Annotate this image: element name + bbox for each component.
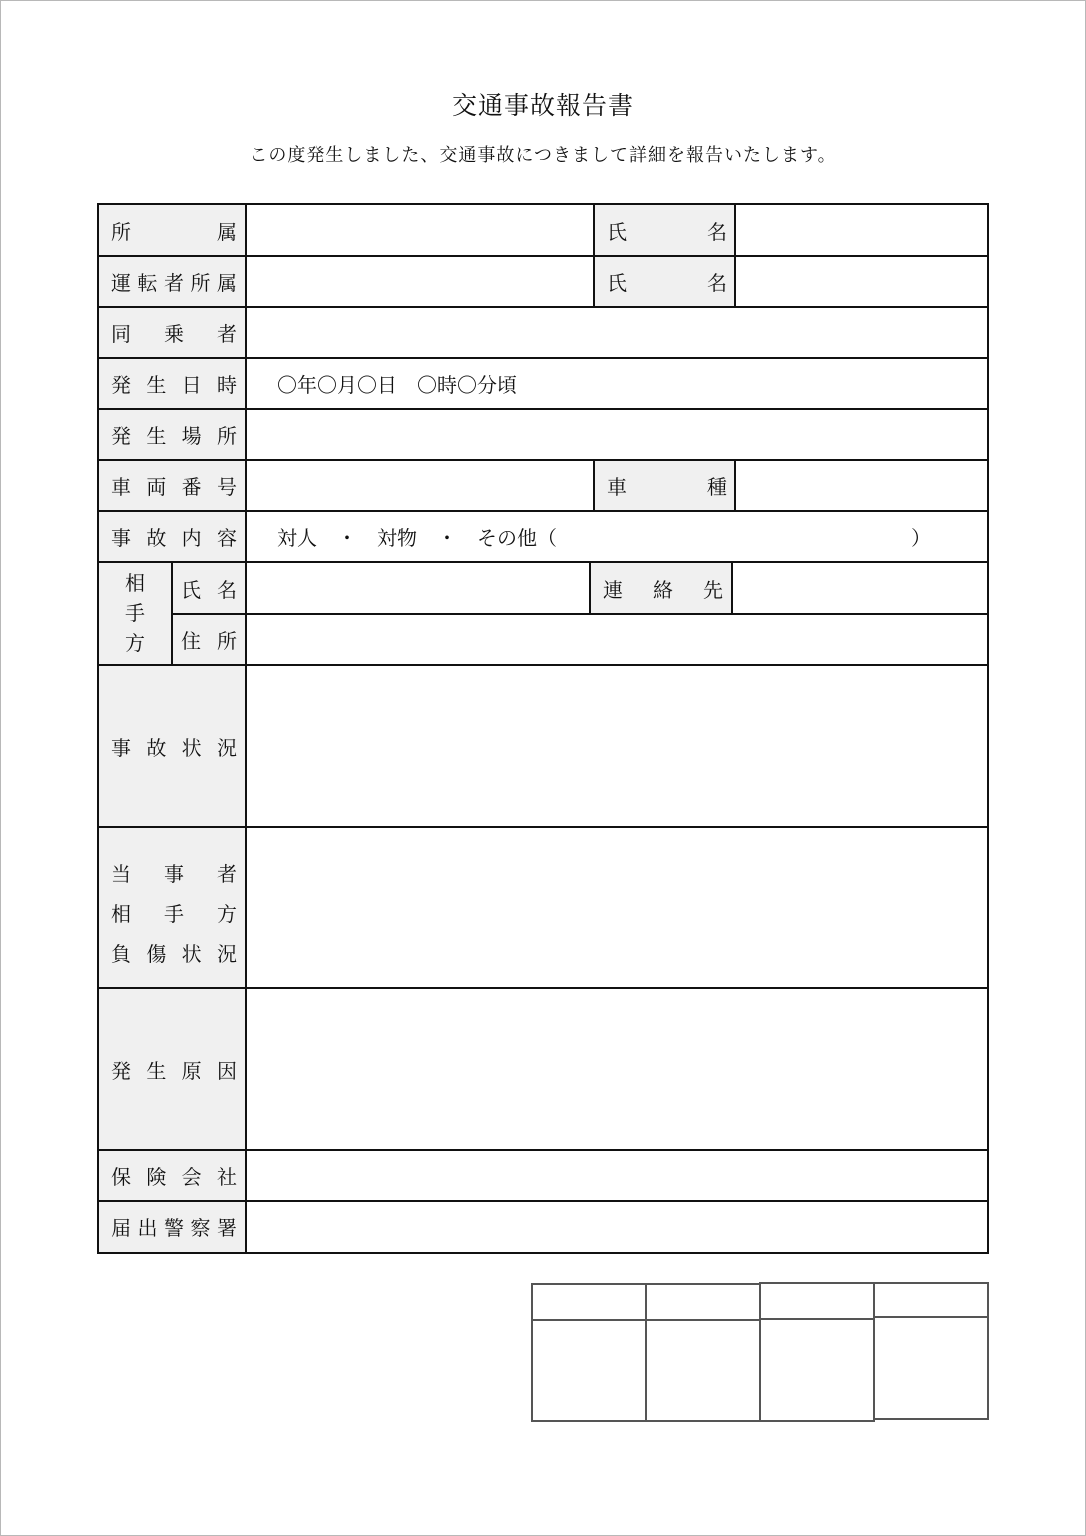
contact-field[interactable] (733, 563, 987, 613)
document-intro: この度発生しました、交通事故につきまして詳細を報告いたします。 (249, 145, 837, 166)
location-label: 発 生 場 所 (111, 424, 237, 448)
accident-report-form (97, 203, 989, 1254)
datetime-label: 発 生 日 時 (111, 373, 237, 397)
police-field[interactable] (247, 1202, 987, 1252)
column-divider (171, 561, 173, 664)
passenger-label: 同 乗 者 (111, 322, 237, 346)
column-divider (593, 459, 595, 511)
stamp-seal-cell[interactable] (759, 1318, 875, 1422)
injury-field[interactable] (247, 828, 987, 987)
situation-label: 事 故 状 況 (111, 735, 237, 760)
approval-stamp-area (531, 1282, 989, 1422)
stamp-seal-cell[interactable] (645, 1319, 761, 1422)
other-party-name-field[interactable] (247, 563, 589, 613)
other-party-address-field[interactable] (247, 615, 987, 664)
stamp-header-cell[interactable] (759, 1282, 875, 1320)
affiliation-label: 所 属 (111, 219, 237, 244)
stamp-seal-cell[interactable] (531, 1319, 647, 1422)
passenger-field[interactable] (247, 308, 987, 357)
stamp-seal-cell[interactable] (873, 1316, 989, 1420)
accident-type-close-paren: ） (911, 526, 931, 550)
other-party-name-label: 氏 名 (181, 577, 237, 602)
insurance-field[interactable] (247, 1151, 987, 1200)
accident-type-label: 事 故 内 容 (111, 526, 237, 550)
injury-label-line-3: 負 傷 状 況 (111, 941, 237, 966)
other-party-label: 相 手 方 (125, 571, 145, 655)
situation-field[interactable] (247, 666, 987, 826)
driver-affiliation-label: 運 転 者 所 属 (111, 271, 237, 295)
injury-label-line-1: 当 事 者 (111, 861, 237, 886)
reporter-name-label: 氏 名 (607, 219, 727, 244)
reporter-name-field[interactable] (736, 205, 987, 255)
column-divider (593, 205, 595, 307)
vehicle-type-label: 車 種 (607, 475, 727, 499)
cause-label: 発 生 原 因 (111, 1058, 237, 1083)
contact-label: 連 絡 先 (603, 577, 723, 602)
driver-affiliation-field[interactable] (247, 257, 593, 306)
datetime-value[interactable]: 〇年〇月〇日 〇時〇分頃 (277, 373, 517, 397)
vehicle-number-label: 車 両 番 号 (111, 475, 237, 499)
driver-name-field[interactable] (736, 257, 987, 306)
affiliation-field[interactable] (247, 205, 593, 255)
injury-label-line-2: 相 手 方 (111, 901, 237, 926)
stamp-header-cell[interactable] (873, 1282, 989, 1318)
vehicle-type-field[interactable] (736, 461, 987, 510)
column-divider (589, 561, 591, 614)
document-title: 交通事故報告書 (451, 91, 634, 120)
police-label: 届 出 警 察 署 (111, 1216, 237, 1240)
driver-name-label: 氏 名 (607, 271, 727, 295)
stamp-header-cell[interactable] (531, 1283, 647, 1321)
accident-type-options[interactable]: 対人 ・ 対物 ・ その他（ (277, 526, 557, 550)
location-field[interactable] (247, 410, 987, 459)
other-party-address-label: 住 所 (181, 629, 237, 653)
insurance-label: 保 険 会 社 (111, 1165, 237, 1189)
stamp-header-cell[interactable] (645, 1283, 761, 1321)
cause-field[interactable] (247, 989, 987, 1149)
vehicle-number-field[interactable] (247, 461, 593, 510)
